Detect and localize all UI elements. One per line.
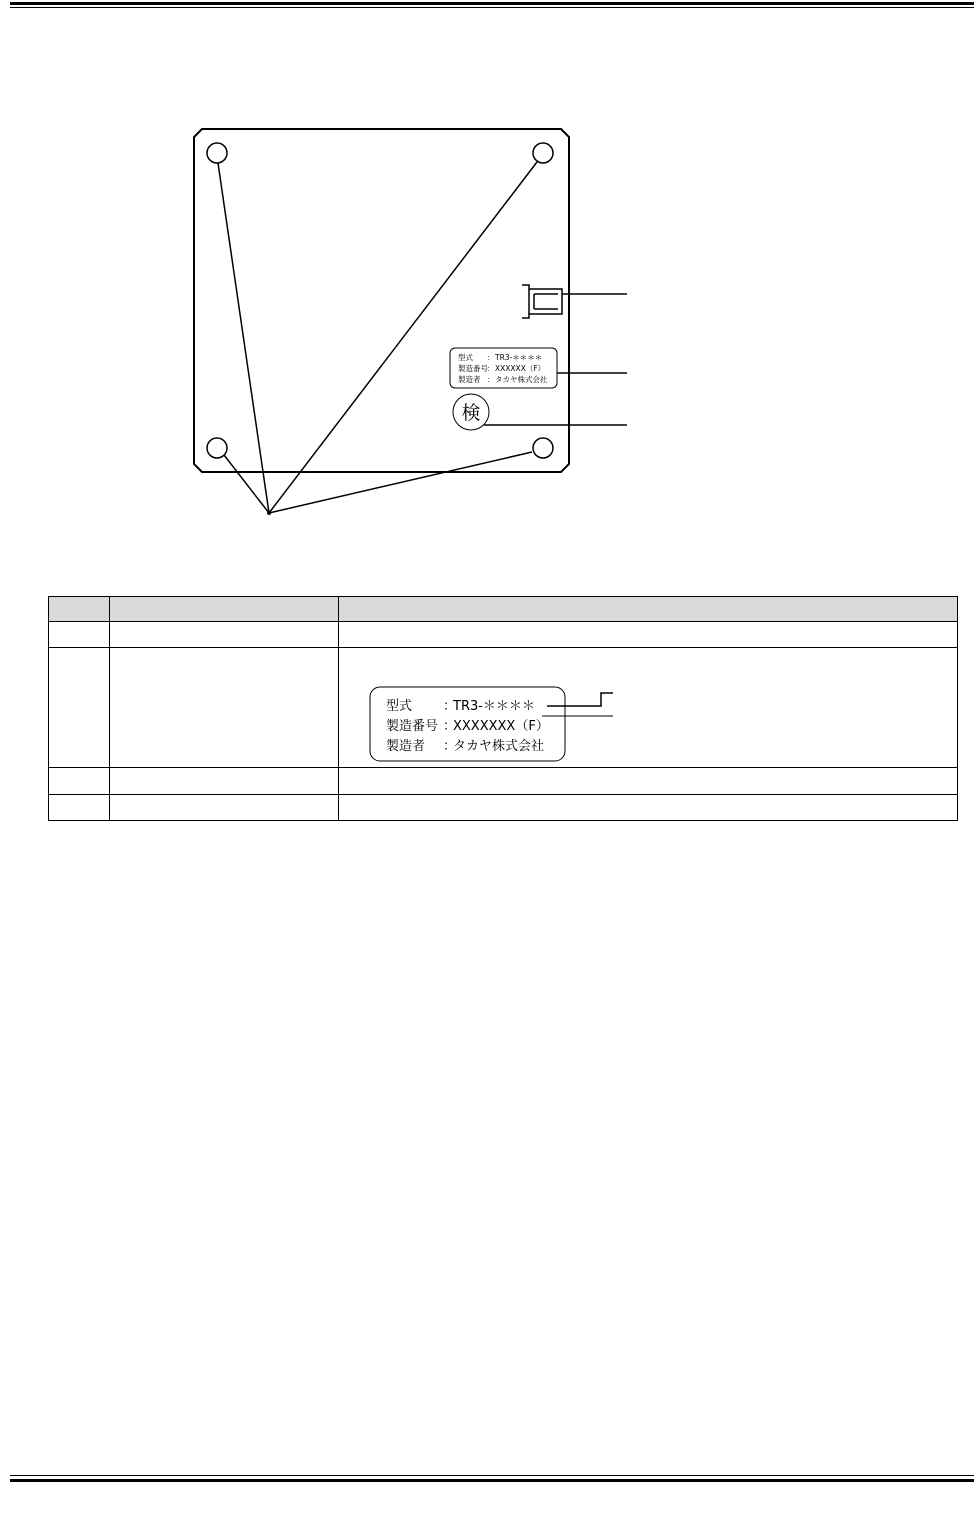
- board-nameplate-serial-label: 製造番号: [458, 364, 488, 373]
- detail-serial-value: XXXXXXX（F）: [453, 719, 549, 734]
- board-nameplate-maker-sep: ：: [487, 375, 495, 384]
- cell-no: [49, 795, 110, 821]
- cell-name: [110, 768, 339, 795]
- detail-model-value: TR3-＊＊＊＊: [453, 699, 535, 714]
- nameplate-detail: [339, 648, 958, 767]
- footer-rule-thick: [10, 1479, 974, 1482]
- leader-convergence-point: [267, 511, 271, 515]
- header-description: [339, 597, 958, 622]
- cell-no: [49, 622, 110, 648]
- header-no: [49, 597, 110, 622]
- cell-description-nameplate: [339, 648, 958, 768]
- detail-model-sep: ：: [443, 699, 457, 714]
- board-nameplate-serial-sep: ：: [487, 364, 495, 373]
- cell-name: [110, 795, 339, 821]
- board-nameplate-model-label: 型式: [458, 353, 473, 362]
- detail-maker-label: 製造者: [386, 739, 426, 754]
- device-back-figure: [0, 0, 976, 560]
- board-nameplate-maker-label: 製造者: [458, 375, 481, 384]
- table-row: [49, 648, 958, 768]
- board-nameplate-maker-value: タカヤ株式会社: [495, 375, 548, 384]
- detail-model-label: 型式: [386, 699, 413, 714]
- cell-name: [110, 648, 339, 768]
- table-row: [49, 768, 958, 795]
- inspection-stamp-char: 検: [461, 402, 481, 424]
- board-nameplate-model-sep: ：: [487, 353, 495, 362]
- connector: [522, 285, 562, 318]
- mounting-hole-top-left: [207, 143, 227, 163]
- detail-maker-value: タカヤ株式会社: [453, 739, 545, 754]
- footer-rule-thin: [10, 1475, 974, 1476]
- board-outline: [194, 129, 569, 472]
- cell-description: [339, 795, 958, 821]
- table-row: [49, 622, 958, 648]
- cell-no: [49, 768, 110, 795]
- table-row: [49, 795, 958, 821]
- board-nameplate-model-value: TR3-＊＊＊＊: [495, 353, 543, 362]
- detail-serial-sep: ：: [443, 719, 457, 734]
- cell-name: [110, 622, 339, 648]
- mounting-hole-top-right: [533, 143, 553, 163]
- spec-table: [48, 596, 958, 821]
- cell-no: [49, 648, 110, 768]
- mounting-hole-bottom-right: [533, 438, 553, 458]
- table-header-row: [49, 597, 958, 622]
- board-nameplate-serial-value: XXXXXX（F）: [495, 364, 546, 373]
- header-name: [110, 597, 339, 622]
- detail-maker-sep: ：: [443, 739, 457, 754]
- cell-description: [339, 622, 958, 648]
- detail-serial-label: 製造番号: [386, 719, 439, 734]
- cell-description: [339, 768, 958, 795]
